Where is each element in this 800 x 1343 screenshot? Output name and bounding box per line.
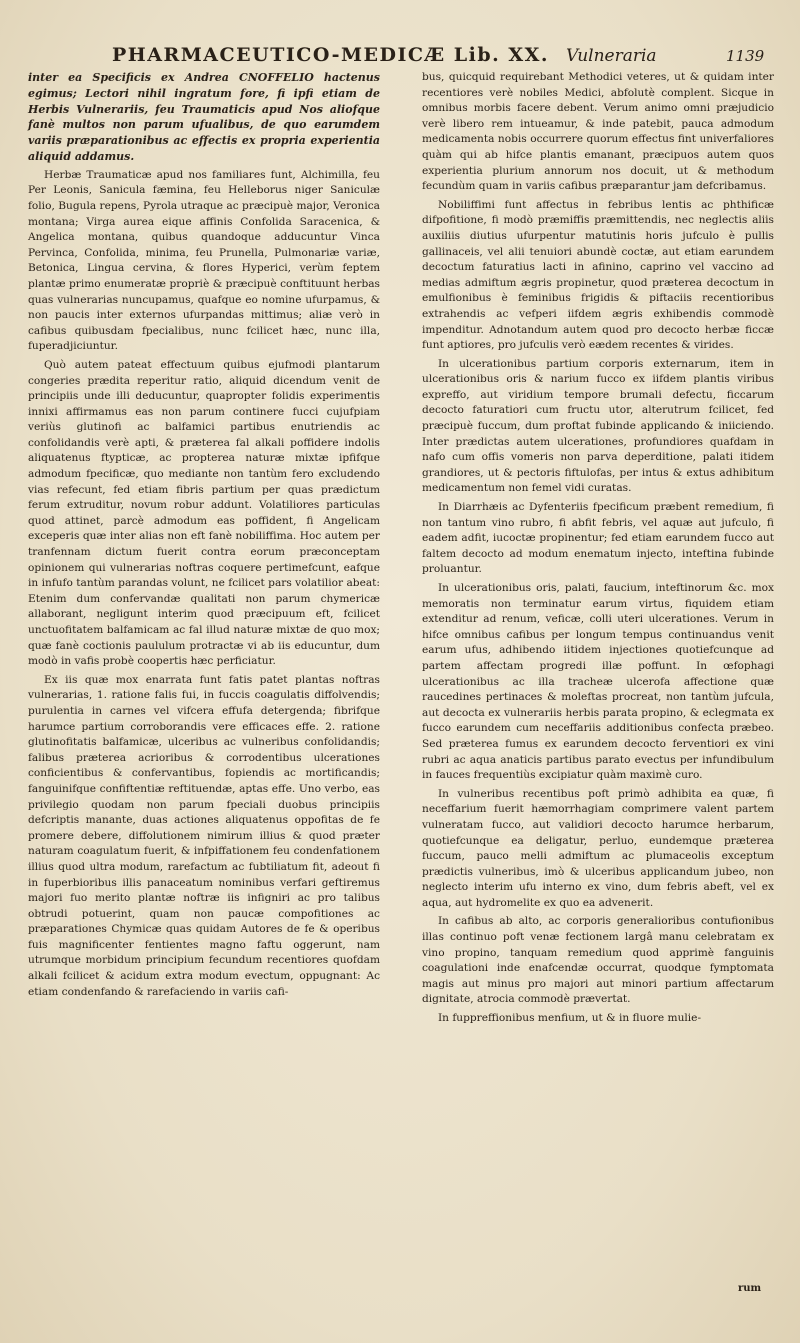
catchword: rum [738, 1283, 762, 1294]
paragraph: In ulcerationibus partium corporis externarum, item in ulcerationibus oris & narium fucco ex iifdem plantis viribus expreffo, aut viridium tempore brumali defectu, ficcarum decocto faturatiori cum fructu utor, alterutrum fcilicet, fed præcipuè fuccum, dum proftat fubinde applicando & iniiciendo. Inter prædictas autem ulcerationes, profundiores quafdam in nafo cum offis vomeris non parva deperditione, palati itidem grandiores, ut & pectoris fiftulofas, per intus & extus adhibitum medicamentum non femel vidi curatas. [422, 357, 774, 495]
section-title: Vulneraria [566, 46, 657, 66]
page-number: 1139 [726, 47, 765, 65]
paragraph: Ex iis quæ mox enarrata funt fatis patet plantas noftras vulnerarias, 1. ratione falis fui, in fuccis coagulatis diffolvendis; purulentia in carnes vel vifcera effufa detergenda; fibrifque harumce partium corroborandis vere efficaces effe. 2. ratione glutinofitatis balfamicæ, ulceribus ac vulneribus confolidandis; falibus præterea acrioribus & corrodentibus ulcerationes conficientibus & confervantibus, fopiendis ac mortificandis; fanguinifque confiftentiæ reftituendæ, aptas effe. Uno verbo, eas privilegio quodam non parum fpeciali duobus principiis defcriptis manante, duas actiones aliquatenus oppofitas de fe promere debere, diffolutionem nimirum illius & quod præter naturam coagulatum fuerit, & infpiffationem feu condenfationem illius quod ultra modum, rarefactum ac fubtiliatum fit, adeout fi in fuperbioribus illis panaceatum nominibus verfari geftiremus majori fuo merito plantæ noftræ iis infigniri ac pro talibus obtrudi potuerint, quam non paucæ compofitiones ac præparationes Chymicæ quas quidam Autores de fe & operibus fuis magnificenter fentientes magno faftu oggerunt, nam utrumque morbidum principium fecundum recentiores quofdam alkali fcilicet & acidum extra modum evectum, oppugnant: Ac etiam condenfando & rarefaciendo in variis cafi- [28, 673, 380, 998]
paragraph: Nobiliffimi funt affectus in febribus lentis ac phthificæ difpofitione, fi modò præmiffis præmittendis, nec neglectis aliis auxiliis diutius ufurpentur matutinis horis jufculo è pullis gallinaceis, vel alii tenuiori abundè coctæ, aut etiam earundem decoctum faturatius lacti in afinino, caprino vel vaccino ad medias admiftum ægris propinetur, quod præterea decoctum in emulfionibus è feminibus frigidis & piftaciis recentioribus extrahendis ac vefperi iifdem ægris exhibendis commodè impenditur. Adnotandum autem quod pro decocto herbæ ficcæ funt aptiores, pro jufculis verò eædem recentes & virides. [422, 198, 774, 352]
paragraph: In vulneribus recentibus poft primò adhibita ea quæ, fi neceffarium fuerit hæmorrhagiam comprimere valent partem vulneratam fucco, aut validiori decocto harumce herbarum, quotiefcunque ea deligatur, perluo, eundemque præterea fuccum, pauco melli admiftum ac plumaceolis exceptum prædictis vulneribus, imò & ulceribus applicandum jubeo, non neglecto interim ufu interno ex vino, dum febris abeft, vel ex aqua, aut hydromelite ex quo ea advenerit. [422, 787, 774, 909]
paragraph: Quò autem pateat effectuum quibus ejufmodi plantarum congeries prædita reperitur ratio, aliquid dicendum venit de principiis unde illi deducuntur, quapropter folidis experimentis innixi affirmamus eas non parum continere fucci cujufpiam veriùs glutinofi ac balfamici partibus enutriendis ac confolidandis verè apti, & præterea fal alkali poffidere indolis aliquatenus ftypticæ, ac propterea naturæ mixtæ ipfifque admodum fpecificæ, quo mediante non tantùm fero excludendo vias refecunt, fed etiam fibris partium per quas prædictum ferum extruditur, novum robur addunt. Volatiliores particulas quod attinet, parcè admodum eas poffident, fi Angelicam exceperis quæ inter alias non eft fanè nobiliffima. Hoc autem per tranfennam dictum fuerit contra eorum præconceptam opinionem qui vulnerarias noftras coquere pertimefcunt, eafque in infufo tantùm parandas volunt, ne fcilicet pars volatilior abeat: Etenim dum confervandæ qualitati non parum chymericæ allaborant, negligunt interim quod præcipuum eft, fcilicet unctuofitatem balfamicam ac fal illud naturæ mixtæ de quo mox; quæ fanè coctionis paululum protractæ vi ab iis educuntur, dum modò in vafis probè coopertis hæc perficiatur. [28, 358, 380, 668]
right-column [422, 70, 774, 1030]
paragraph: bus, quicquid requirebant Methodici veteres, ut & quidam inter recentiores verè nobiles Medici, abfolutè complent. Sicque in omnibus morbis facere debent. Verum animo omni præjudicio verè libero rem intueamur, & inde patebit, pauca admodum medicamenta nobis occurrere quorum effectus fint univerfaliores quàm qui ab hifce plantis emanant, præcipuos autem quos experientia plurium annorum nos docuit, ut & methodum fecundùm quam in variis cafibus præparantur jam defcribamus. [422, 71, 774, 193]
running-title: PHARMACEUTICO-MEDICÆ Lib. XX. [112, 44, 549, 66]
paragraph: Herbæ Traumaticæ apud nos familiares funt, Alchimilla, feu Per Leonis, Sanicula fæmina, feu Helleborus niger Saniculæ folio, Bugula repens, Pyrola utraque ac præcipuè major, Veronica montana; Virga aurea eique affinis Confolida Saracenica, & Angelica montana, quibus quandoque adducuntur Vinca Pervinca, Confolida, minima, feu Prunella, Pulmonariæ variæ, Betonica, Lingua cervina, & flores Hyperici, verùm feptem plantæ primo enumeratæ propriè & præcipuè conftituunt herbas quas vulnerarias nuncupamus, quafque eo nomine ufurpamus, & non paucis inter externos ufurpandas mittimus; aliæ verò in cafibus quibusdam fpecialibus, nunc fcilicet hæc, nunc illa, fuperadjiciuntur. [28, 168, 380, 353]
paragraph: In fuppreffionibus menfium, ut & in fluore mulie- [438, 1012, 702, 1025]
left-column [28, 70, 380, 1030]
paragraph: inter ea Specificis ex Andrea CNOFFELIO hactenus egimus; Lectori nihil ingratum fore, fi ipfi etiam de Herbis Vulnerariis, feu Traumaticis apud Nos aliofque fanè multos non parum ufualibus, de quo earumdem variis præparationibus ac effectis ex propria experientia aliquid addamus. [28, 71, 380, 163]
text-columns [28, 70, 774, 1030]
paragraph: In ulcerationibus oris, palati, faucium, inteftinorum &c. mox memoratis non terminatur earum virtus, fiquidem etiam extenditur ad renum, veficæ, colli uteri ulcerationes. Verum in hifce omnibus cafibus per longum tempus continuandus venit earum ufus, adhibendo iitidem injectiones quotiefcunque ad partem affectam progredi illæ poffunt. In œfophagi ulcerationibus ac illa tracheæ ulcerofa affectione quæ raucedines pertinaces & moleftas procreat, non tantùm jufcula, aut decocta ex vulnerariis herbis parata propino, & eclegmata ex fucco earundem cum neceffariis additionibus confecta præbeo. Sed præterea fumus ex earundem decocto ferventiori ex vini rubri ac aqua anaticis partibus parato evectus per infundibulum in fauces frequentiùs excipiatur quàm maximè curo. [422, 582, 774, 782]
paragraph: In cafibus ab alto, ac corporis generalioribus contufionibus illas continuo poft venæ fectionem largâ manu celebratam ex vino propino, tanquam remedium quod apprimè fanguinis coagulationi inde enafcendæ occurrat, quodque fymptomata magis aut minus pro majori aut minori partium affectarum dignitate, atrocia commodè prævertat. [422, 915, 774, 1006]
paragraph: In Diarrhæis ac Dyfenteriis fpecificum præbent remedium, fi non tantum vino rubro, fi abfit febris, vel aquæ aut jufculo, fi eadem adfit, iucoctæ propinentur; fed etiam earundem fucco aut faltem decocto ad modum enematum injecto, inteftina fubinde proluantur. [422, 501, 774, 576]
